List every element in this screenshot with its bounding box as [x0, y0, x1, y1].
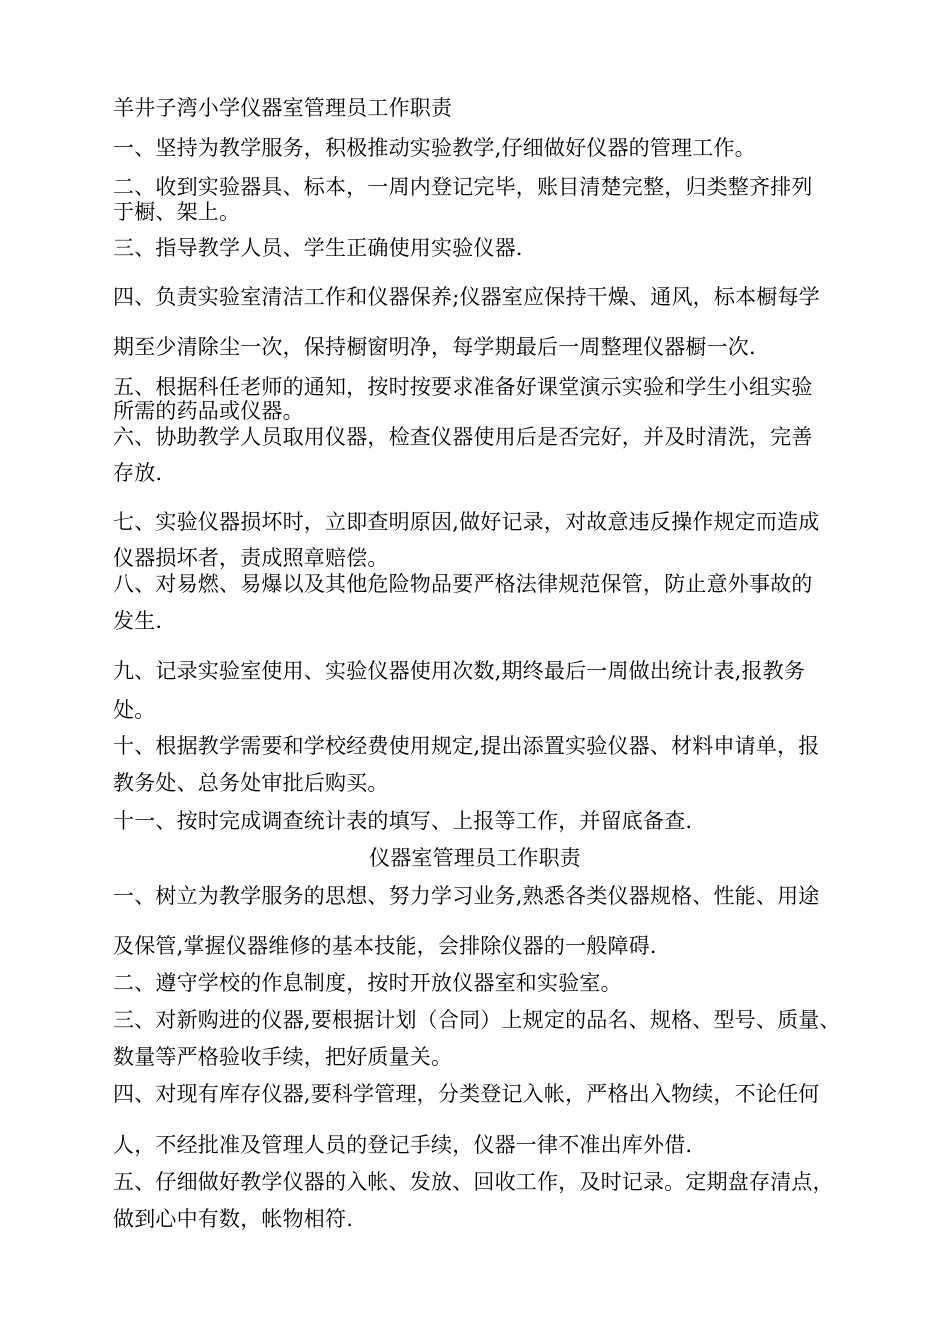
section1-line-1: 一、坚持为教学服务，积极推动实验教学,仔细做好仪器的管理工作。 — [113, 136, 756, 160]
section2-line-7: 人，不经批准及管理人员的登记手续，仪器一律不准出库外借. — [113, 1133, 693, 1157]
section1-line-8: 所需的药品或仪器。 — [113, 399, 304, 423]
section1-line-14: 发生. — [113, 609, 163, 633]
section1-title: 羊井子湾小学仪器室管理员工作职责 — [113, 96, 453, 120]
section2-line-6: 四、对现有库存仪器,要科学管理，分类登记入帐，严格出入物续，不论任何 — [113, 1082, 820, 1106]
section1-line-9: 六、协助教学人员取用仪器，检查仪器使用后是否完好，并及时清洗，完善 — [113, 425, 813, 449]
section2-line-9: 做到心中有数，帐物相符. — [113, 1207, 354, 1231]
section1-line-18: 教务处、总务处审批后购买。 — [113, 771, 389, 795]
section1-line-16: 处。 — [113, 698, 156, 722]
section1-line-17: 十、根据教学需要和学校经费使用规定,提出添置实验仪器、材料申请单，报 — [113, 734, 820, 758]
section1-line-12: 仪器损坏者，责成照章赔偿。 — [113, 546, 389, 570]
section2-line-8: 五、仔细做好教学仪器的入帐、发放、回收工作，及时记录。定期盘存清点， — [113, 1170, 834, 1194]
section1-line-19: 十一、按时完成调查统计表的填写、上报等工作，并留底备查. — [113, 809, 693, 833]
section1-line-11: 七、实验仪器损坏时，立即查明原因,做好记录，对故意违反操作规定而造成 — [113, 510, 820, 534]
section1-line-3: 于橱、架上。 — [113, 200, 241, 224]
section2-title: 仪器室管理员工作职责 — [369, 846, 581, 870]
section1-line-4: 三、指导教学人员、学生正确使用实验仪器. — [113, 236, 523, 260]
section1-line-13: 八、对易燃、易爆以及其他危险物品要严格法律规范保管，防止意外事故的 — [113, 572, 813, 596]
section2-line-2: 及保管,掌握仪器维修的基本技能，会排除仪器的一般障碍. — [113, 934, 657, 958]
section2-line-5: 数量等严格验收手续，把好质量关。 — [113, 1045, 453, 1069]
section2-line-1: 一、树立为教学服务的思想、努力学习业务,熟悉各类仪器规格、性能、用途 — [113, 884, 820, 908]
section1-line-6: 期至少清除尘一次，保持橱窗明净，每学期最后一周整理仪器橱一次. — [113, 335, 756, 359]
section1-line-5: 四、负责实验室清洁工作和仪器保养;仪器室应保持干燥、通风，标本橱每学 — [113, 285, 820, 309]
section1-line-15: 九、记录实验室使用、实验仪器使用次数,期终最后一周做出统计表,报教务 — [113, 659, 806, 683]
section1-line-7: 五、根据科任老师的通知，按时按要求准备好课堂演示实验和学生小组实验 — [113, 375, 813, 399]
section2-line-3: 二、遵守学校的作息制度，按时开放仪器室和实验室。 — [113, 971, 622, 995]
section1-line-2: 二、收到实验器具、标本，一周内登记完毕，账目清楚完整，归类整齐排列 — [113, 175, 813, 199]
section2-line-4: 三、对新购进的仪器,要根据计划（合同）上规定的品名、规格、型号、质量、 — [113, 1008, 841, 1032]
section1-line-10: 存放. — [113, 461, 163, 485]
